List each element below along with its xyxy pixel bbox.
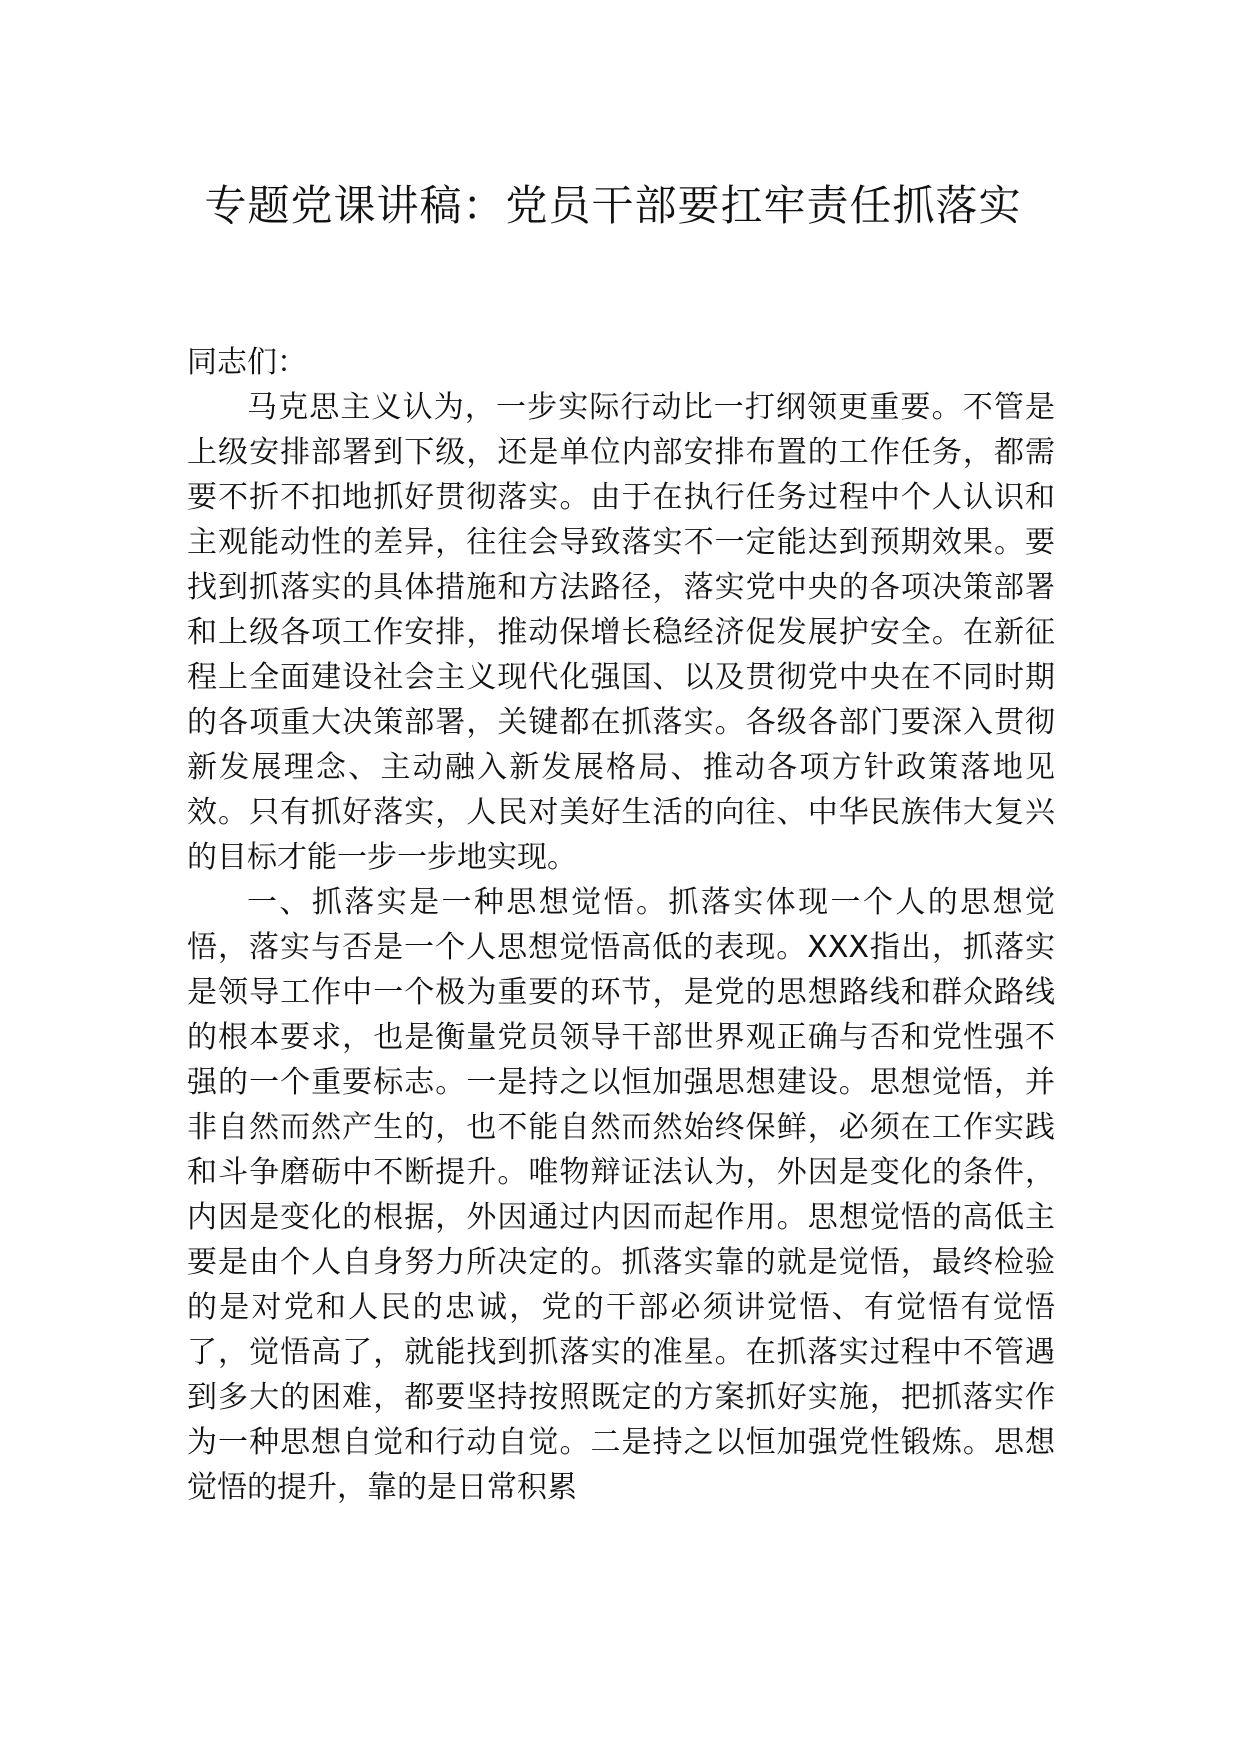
paragraph-intro: 马克思主义认为，一步实际行动比一打纲领更重要。不管是上级安排部署到下级，还是单位内部安排布置的工作任务，都需要不折不扣地抓好贯彻落实。由于在执行任务过程中个人认识和主观能动性的差异，往往会导致落实不一定能达到预期效果。要找到抓落实的具体措施和方法路径，落实党中央的各项决策部署和上级各项工作安排，推动保增长稳经济促发展护安全。在新征程上全面建设社会主义现代化强国、以及贯彻党中央在不同时期的各项重大决策部署，关键都在抓落实。各级各部门要深入贯彻新发展理念、主动融入新发展格局、推动各项方针政策落地见效。只有抓好落实，人民对美好生活的向往、中华民族伟大复兴的目标才能一步一步地实现。 (187, 390, 1055, 875)
paragraph-section-1: 一、抓落实是一种思想觉悟。抓落实体现一个人的思想觉悟，落实与否是一个人思想觉悟高低的表现。XXX指出，抓落实是领导工作中一个极为重要的环节，是党的思想路线和群众路线的根本要求，也是衡量党员领导干部世界观正确与否和党性强不强的一个重要标志。一是持之以恒加强思想建设。思想觉悟，并非自然而然产生的，也不能自然而然始终保鲜，必须在工作实践和斗争磨砺中不断提升。唯物辩证法认为，外因是变化的条件，内因是变化的根据，外因通过内因而起作用。思想觉悟的高低主要是由个人自身努力所决定的。抓落实靠的就是觉悟，最终检验的是对党和人民的忠诚，党的干部必须讲觉悟、有觉悟有觉悟了，觉悟高了，就能找到抓落实的准星。在抓落实过程中不管遇到多大的困难，都要坚持按照既定的方案抓好实施，把抓落实作为一种思想自觉和行动自觉。二是持之以恒加强党性锻炼。思想觉悟的提升，靠的是日常积累 (187, 885, 1055, 1505)
salutation: 同志们： (187, 345, 307, 380)
document-body (187, 340, 1055, 1510)
document-title: 专题党课讲稿：党员干部要扛牢责任抓落实 (204, 181, 1022, 230)
